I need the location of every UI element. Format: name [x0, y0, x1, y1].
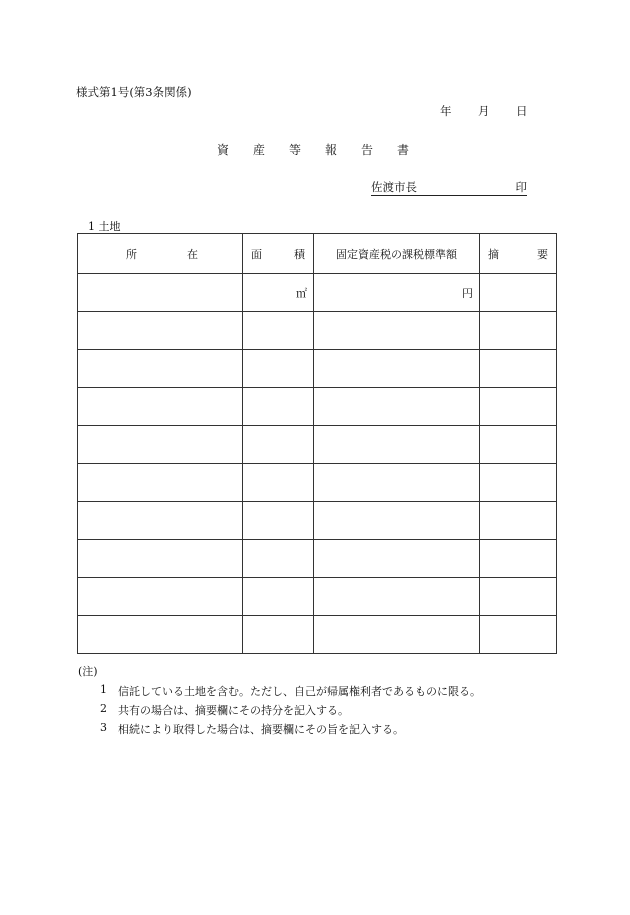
title-char: 資 [217, 143, 230, 157]
table-row [78, 464, 557, 502]
seal-mark: 印 [515, 180, 527, 194]
title-char: 等 [289, 143, 302, 157]
note-item [100, 683, 481, 699]
section-title: 1 土地 [88, 220, 121, 233]
table-row [78, 350, 557, 388]
table-row [78, 616, 557, 654]
cell-remarks[interactable] [480, 616, 557, 654]
cell-location[interactable] [78, 502, 243, 540]
cell-area[interactable] [243, 312, 314, 350]
cell-area[interactable] [243, 274, 314, 312]
header-tax-base: 固定資産税の課税標準額 [314, 234, 480, 274]
form-number: 様式第1号(第3条関係) [76, 85, 192, 99]
cell-area[interactable] [243, 502, 314, 540]
cell-tax-base[interactable] [314, 350, 480, 388]
cell-remarks[interactable] [480, 502, 557, 540]
cell-location[interactable] [78, 426, 243, 464]
title-char: 書 [397, 143, 410, 157]
note-item [100, 702, 349, 718]
area-unit: ㎡ [296, 286, 307, 300]
cell-remarks[interactable] [480, 540, 557, 578]
note-text: 共有の場合は、摘要欄にその持分を記入する。 [118, 704, 349, 717]
addressee-line [371, 179, 527, 196]
title-char: 報 [325, 143, 338, 157]
title-char: 産 [253, 143, 266, 157]
header-location: 所 在 [78, 234, 243, 274]
date-month-label: 月 [478, 104, 490, 118]
cell-remarks[interactable] [480, 426, 557, 464]
cell-tax-base[interactable] [314, 540, 480, 578]
cell-remarks[interactable] [480, 312, 557, 350]
cell-remarks[interactable] [480, 464, 557, 502]
cell-remarks[interactable] [480, 578, 557, 616]
currency-unit: 円 [462, 286, 473, 300]
cell-location[interactable] [78, 540, 243, 578]
cell-tax-base[interactable] [314, 388, 480, 426]
cell-tax-base[interactable] [314, 616, 480, 654]
table-row [78, 274, 557, 312]
table-row [78, 540, 557, 578]
cell-area[interactable] [243, 388, 314, 426]
note-number: 3 [100, 721, 107, 734]
cell-remarks[interactable] [480, 388, 557, 426]
cell-location[interactable] [78, 350, 243, 388]
cell-location[interactable] [78, 616, 243, 654]
header-area: 面 積 [243, 234, 314, 274]
notes-label: (注) [78, 665, 98, 678]
cell-remarks[interactable] [480, 350, 557, 388]
cell-tax-base[interactable] [314, 464, 480, 502]
addressee-name: 佐渡市長 [371, 180, 417, 194]
cell-area[interactable] [243, 540, 314, 578]
cell-area[interactable] [243, 616, 314, 654]
cell-location[interactable] [78, 464, 243, 502]
date-day-label: 日 [516, 104, 528, 118]
land-table [77, 233, 557, 654]
header-remarks: 摘 要 [480, 234, 557, 274]
note-item [100, 721, 404, 737]
cell-location[interactable] [78, 274, 243, 312]
cell-tax-base[interactable] [314, 578, 480, 616]
cell-area[interactable] [243, 350, 314, 388]
cell-tax-base[interactable] [314, 274, 480, 312]
cell-remarks[interactable] [480, 274, 557, 312]
date-year-label: 年 [440, 104, 452, 118]
title-char: 告 [361, 143, 374, 157]
note-number: 2 [100, 702, 107, 715]
date-line [440, 103, 528, 119]
table-row [78, 426, 557, 464]
document-title [217, 141, 433, 158]
cell-area[interactable] [243, 464, 314, 502]
table-header-row [78, 234, 557, 274]
cell-tax-base[interactable] [314, 312, 480, 350]
cell-tax-base[interactable] [314, 502, 480, 540]
cell-area[interactable] [243, 578, 314, 616]
cell-tax-base[interactable] [314, 426, 480, 464]
note-text: 信託している土地を含む。ただし、自己が帰属権利者であるものに限る。 [118, 685, 481, 698]
table-row [78, 578, 557, 616]
cell-area[interactable] [243, 426, 314, 464]
table-row [78, 388, 557, 426]
cell-location[interactable] [78, 312, 243, 350]
table-row [78, 312, 557, 350]
note-text: 相続により取得した場合は、摘要欄にその旨を記入する。 [118, 723, 404, 736]
table-row [78, 502, 557, 540]
cell-location[interactable] [78, 388, 243, 426]
cell-location[interactable] [78, 578, 243, 616]
note-number: 1 [100, 683, 107, 696]
